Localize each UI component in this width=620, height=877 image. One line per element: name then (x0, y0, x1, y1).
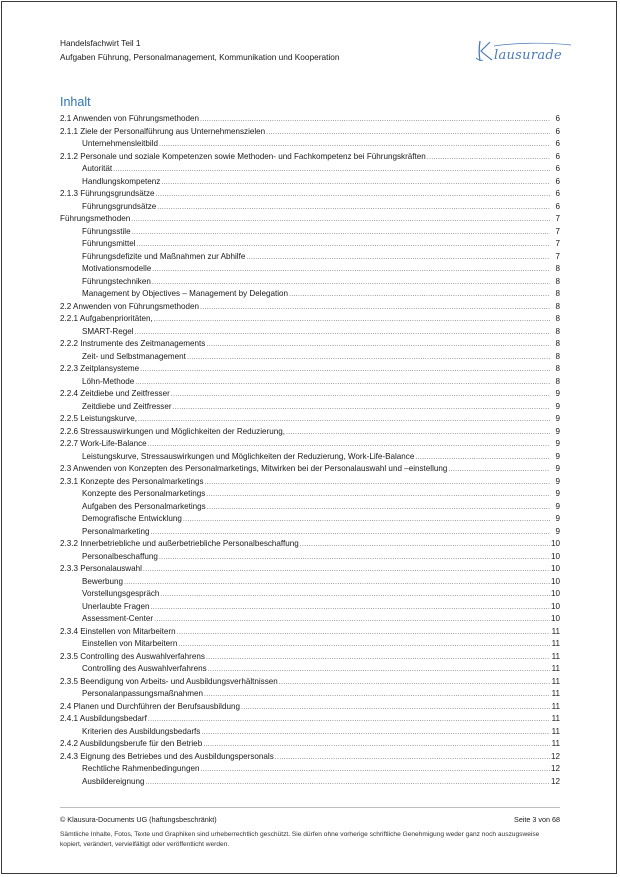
toc-entry[interactable] (60, 726, 560, 739)
toc-entry-page: 12 (550, 776, 560, 786)
toc-entry-page: 8 (555, 289, 560, 298)
toc-entry-label: 2.2.2 Instrumente des Zeitmanagements (60, 339, 206, 348)
toc-dot-leader (289, 289, 550, 302)
toc-dot-leader (171, 389, 550, 402)
toc-entry-label: 2.1 Anwenden von Führungsmethoden (60, 114, 200, 123)
toc-entry-page: 6 (555, 201, 560, 211)
toc-entry-label: Führungsmittel (82, 239, 136, 248)
toc-dot-leader (113, 164, 550, 177)
toc-entry-page: 10 (550, 564, 560, 573)
toc-entry-label: 2.2.4 Zeitdiebe und Zeitfresser (60, 389, 170, 398)
toc-dot-leader (156, 189, 551, 202)
toc-entry-page: 7 (555, 214, 560, 223)
toc-dot-leader (183, 514, 550, 527)
toc-dot-leader (173, 402, 550, 415)
toc-entry-label: Führungsgrundsätze (82, 201, 157, 211)
toc-entry-page: 9 (555, 464, 560, 473)
toc-dot-leader (279, 677, 550, 690)
toc-dot-leader (151, 602, 550, 615)
toc-entry[interactable] (60, 513, 560, 526)
toc-dot-leader (275, 752, 550, 765)
toc-dot-leader (177, 627, 550, 640)
svg-text:lausurade: lausurade (494, 48, 563, 63)
toc-entry-page: 8 (555, 351, 560, 361)
toc-entry-page: 8 (555, 326, 560, 336)
toc-entry-label: Demografische Entwicklung (82, 514, 182, 523)
toc-entry-page: 12 (550, 751, 560, 761)
toc-entry-label: 2.3.2 Innerbetriebliche und außerbetriebliche Personalbeschaffung (60, 539, 299, 548)
toc-entry-label: Motivationsmodelle (82, 264, 152, 273)
toc-entry[interactable] (60, 251, 560, 264)
toc-entry-page: 10 (550, 576, 560, 586)
toc-dot-leader (187, 352, 550, 365)
toc-dot-leader (159, 552, 550, 565)
toc-entry[interactable] (60, 588, 560, 601)
toc-entry-label: Personalbeschaffung (82, 551, 158, 561)
toc-entry-label: 2.2.5 Leistungskurve, (60, 414, 137, 423)
toc-entry-label: Konzepte des Personalmarketings (82, 489, 206, 498)
toc-entry-label: 2.1.2 Personale und soziale Kompetenzen sowie Methoden- und Fachkompetenz bei Führungskräften (60, 151, 426, 161)
toc-entry[interactable] (60, 538, 560, 551)
toc-entry-page: 9 (555, 489, 560, 498)
toc-entry-page: 6 (555, 139, 560, 148)
toc-entry[interactable] (60, 288, 560, 301)
toc-entry[interactable] (60, 226, 560, 239)
toc-entry-page: 10 (550, 614, 560, 623)
toc-entry-label: 2.4.3 Eignung des Betriebes und des Ausbildungspersonals (60, 751, 274, 761)
toc-entry[interactable] (60, 501, 560, 514)
footer-legal-notice: Sämtliche Inhalte, Fotos, Texte und Graphiken sind urheberrechtlich geschützt. Sie dürfen ohne vorherige schriftliche Genehmigung weder ganz noch auszugsweise kopiert, verändert, vervielfältigt oder veröffentlicht werden. (60, 831, 540, 848)
toc-entry[interactable] (60, 301, 560, 314)
toc-dot-leader (246, 252, 550, 265)
toc-entry-page: 10 (550, 601, 560, 611)
toc-entry-page: 9 (555, 476, 560, 486)
toc-entry[interactable] (60, 113, 560, 126)
toc-entry-page: 9 (555, 414, 560, 423)
toc-entry-label: 2.2 Anwenden von Führungsmethoden (60, 301, 200, 311)
toc-entry-page: 9 (555, 401, 560, 411)
toc-entry[interactable] (60, 151, 560, 164)
toc-entry[interactable] (60, 438, 560, 451)
toc-dot-leader (146, 777, 550, 790)
toc-dot-leader (205, 477, 550, 490)
header-course-title: Handelsfachwirt Teil 1 (60, 38, 141, 48)
toc-entry[interactable] (60, 776, 560, 789)
toc-entry-page: 11 (551, 739, 560, 748)
toc-dot-leader (124, 577, 550, 590)
toc-entry[interactable] (60, 126, 560, 139)
toc-entry[interactable] (60, 326, 560, 339)
toc-dot-leader (200, 302, 550, 315)
toc-entry-page: 9 (555, 501, 560, 511)
toc-entry[interactable] (60, 376, 560, 389)
toc-entry-page: 8 (555, 376, 560, 386)
toc-entry-label: Handlungskompetenz (82, 176, 161, 186)
toc-entry[interactable] (60, 351, 560, 364)
toc-entry-page: 10 (550, 539, 560, 548)
toc-entry[interactable] (60, 763, 560, 776)
toc-entry-label: Personalanpassungsmaßnahmen (82, 689, 204, 698)
toc-dot-leader (143, 564, 550, 577)
logo-svg (474, 36, 574, 66)
footer-page-number: Seite 3 von 68 (514, 815, 560, 824)
toc-entry-page: 6 (555, 114, 560, 123)
toc-entry[interactable] (60, 201, 560, 214)
toc-entry-label: 2.4 Planen und Durchführen der Berufsausbildung (60, 701, 240, 711)
toc-entry-page: 9 (555, 426, 560, 436)
toc-entry-label: 2.2.6 Stressauswirkungen und Möglichkeiten der Reduzierung, (60, 426, 285, 436)
toc-entry-page: 8 (555, 264, 560, 273)
toc-entry-page: 7 (555, 239, 560, 248)
toc-entry-label: Leistungskurve, Stressauswirkungen und Möglichkeiten der Reduzierung, Work-Life-Balance (82, 451, 415, 461)
toc-entry-page: 11 (551, 701, 560, 711)
toc-dot-leader (160, 589, 550, 602)
toc-entry[interactable] (60, 526, 560, 539)
toc-dot-leader (266, 127, 550, 140)
toc-entry-page: 11 (551, 689, 560, 698)
toc-dot-leader (152, 264, 550, 277)
toc-entry-page: 12 (550, 764, 560, 773)
toc-entry-page: 6 (555, 126, 560, 136)
toc-dot-leader (157, 202, 550, 215)
toc-entry[interactable] (60, 313, 560, 326)
toc-entry-page: 10 (550, 551, 560, 561)
toc-dot-leader (161, 177, 550, 190)
toc-entry[interactable] (60, 613, 560, 626)
toc-entry[interactable] (60, 413, 560, 426)
toc-entry-page: 7 (555, 251, 560, 261)
footer-divider (60, 807, 560, 808)
toc-entry-label: Management by Objectives – Management by Delegation (82, 289, 289, 298)
toc-entry-page: 11 (551, 664, 560, 673)
toc-entry[interactable] (60, 401, 560, 414)
toc-entry[interactable] (60, 388, 560, 401)
toc-entry-page: 6 (555, 176, 560, 186)
toc-entry[interactable] (60, 163, 560, 176)
toc-entry[interactable] (60, 551, 560, 564)
toc-entry-label: Aufgaben des Personalmarketings (82, 501, 206, 511)
toc-dot-leader (427, 152, 550, 165)
toc-entry-label: 2.4.1 Ausbildungsbedarf (60, 714, 147, 723)
toc-dot-leader (154, 614, 550, 627)
toc-entry-page: 9 (555, 514, 560, 523)
toc-entry-label: 2.2.1 Aufgabenprioritäten, (60, 314, 153, 323)
toc-entry-label: 2.4.2 Ausbildungsberufe für den Betrieb (60, 739, 203, 748)
toc-entry[interactable] (60, 188, 560, 201)
toc-dot-leader (131, 214, 550, 227)
toc-dot-leader (140, 364, 550, 377)
toc-entry[interactable] (60, 563, 560, 576)
klausurade-logo (474, 36, 574, 66)
toc-entry-page: 11 (551, 626, 560, 636)
toc-entry-label: SMART-Regel (82, 326, 134, 336)
toc-entry[interactable] (60, 601, 560, 614)
toc-entry[interactable] (60, 276, 560, 289)
table-of-contents (60, 113, 560, 788)
toc-entry-page: 11 (551, 639, 560, 648)
toc-title: Inhalt (60, 95, 91, 109)
toc-dot-leader (207, 502, 550, 515)
toc-entry-label: Personalmarketing (82, 526, 150, 536)
toc-entry-label: 2.2.7 Work-Life-Balance (60, 439, 147, 448)
toc-entry[interactable] (60, 451, 560, 464)
toc-dot-leader (200, 764, 550, 777)
toc-entry-page: 8 (555, 276, 560, 286)
toc-entry-label: Unerlaubte Fragen (82, 601, 150, 611)
toc-entry[interactable] (60, 338, 560, 351)
toc-entry-label: Zeit- und Selbstmanagement (82, 351, 186, 361)
toc-entry[interactable] (60, 363, 560, 376)
toc-entry-label: Bewerbung (82, 576, 123, 586)
toc-entry-page: 9 (555, 389, 560, 398)
toc-entry-label: 2.3.4 Einstellen von Mitarbeitern (60, 626, 176, 636)
toc-entry[interactable] (60, 738, 560, 751)
toc-dot-leader (286, 427, 550, 440)
toc-entry-label: Führungsdefizite und Maßnahmen zur Abhilfe (82, 251, 246, 261)
toc-entry-label: Controlling des Auswahlverfahrens (82, 664, 207, 673)
footer-copyright: © Klausura-Documents UG (haftungsbeschränkt) (60, 815, 217, 824)
toc-dot-leader (300, 539, 550, 552)
toc-dot-leader (132, 227, 550, 240)
toc-entry-page: 6 (555, 151, 560, 161)
toc-entry-label: 2.3.1 Konzepte des Personalmarketings (60, 476, 204, 486)
toc-dot-leader (206, 339, 550, 352)
toc-dot-leader (204, 689, 550, 702)
toc-entry[interactable] (60, 263, 560, 276)
toc-entry-page: 6 (555, 164, 560, 173)
toc-entry[interactable] (60, 463, 560, 476)
toc-entry-label: Ausbildereignung (82, 776, 145, 786)
toc-dot-leader (206, 652, 550, 665)
toc-entry-label: Assessment-Center (82, 614, 154, 623)
toc-entry-page: 11 (551, 714, 560, 723)
toc-dot-leader (135, 377, 550, 390)
toc-entry-page: 7 (555, 226, 560, 236)
toc-dot-leader (178, 639, 550, 652)
toc-entry[interactable] (60, 426, 560, 439)
toc-entry[interactable] (60, 238, 560, 251)
toc-entry-label: Unternehmensleitbild (82, 139, 159, 148)
toc-dot-leader (241, 702, 550, 715)
toc-entry-page: 9 (555, 451, 560, 461)
toc-dot-leader (201, 727, 550, 740)
toc-entry-label: 2.3.5 Controlling des Auswahlverfahrens (60, 651, 205, 661)
toc-dot-leader (148, 714, 550, 727)
toc-entry-label: Führungsmethoden (60, 214, 131, 223)
toc-entry[interactable] (60, 638, 560, 651)
toc-dot-leader (154, 314, 550, 327)
toc-entry-label: 2.3 Anwenden von Konzepten des Personalmarketings, Mitwirken bei der Personalauswahl und –einstellung (60, 464, 448, 473)
toc-entry[interactable] (60, 676, 560, 689)
toc-entry[interactable] (60, 576, 560, 589)
toc-entry[interactable] (60, 488, 560, 501)
header-subject-title: Aufgaben Führung, Personalmanagement, Kommunikation und Kooperation (60, 52, 340, 62)
toc-entry-label: 2.1.1 Ziele der Personalführung aus Unternehmenszielen (60, 126, 266, 136)
toc-entry-label: 2.3.3 Personalauswahl (60, 564, 142, 573)
toc-entry-label: 2.3.5 Beendigung von Arbeits- und Ausbildungsverhältnissen (60, 676, 278, 686)
toc-entry[interactable] (60, 713, 560, 726)
toc-dot-leader (206, 489, 550, 502)
toc-entry-page: 11 (551, 726, 560, 736)
toc-entry[interactable] (60, 688, 560, 701)
toc-entry[interactable] (60, 138, 560, 151)
toc-entry[interactable] (60, 663, 560, 676)
toc-entry-page: 10 (550, 589, 560, 598)
toc-entry-page: 8 (555, 314, 560, 323)
toc-entry-page: 8 (555, 364, 560, 373)
toc-entry-label: Führungstechniken (82, 276, 151, 286)
toc-entry[interactable] (60, 751, 560, 764)
toc-entry-label: Kriterien des Ausbildungsbedarfs (82, 726, 201, 736)
toc-entry[interactable] (60, 213, 560, 226)
toc-entry-label: Rechtliche Rahmenbedingungen (82, 764, 200, 773)
toc-entry[interactable] (60, 176, 560, 189)
toc-entry-page: 8 (555, 339, 560, 348)
toc-entry-label: Zeitdiebe und Zeitfresser (82, 401, 172, 411)
toc-entry-label: 2.2.3 Zeitplansysteme (60, 364, 140, 373)
toc-entry-label: Autorität (82, 164, 113, 173)
toc-entry[interactable] (60, 651, 560, 664)
toc-entry-page: 11 (551, 676, 560, 686)
toc-entry[interactable] (60, 701, 560, 714)
toc-entry[interactable] (60, 626, 560, 639)
toc-dot-leader (448, 464, 550, 477)
toc-entry-label: Löhn-Methode (82, 376, 135, 386)
toc-entry-page: 9 (555, 439, 560, 448)
toc-entry-label: Einstellen von Mitarbeitern (82, 639, 178, 648)
toc-entry-page: 8 (555, 301, 560, 311)
toc-entry-page: 11 (551, 651, 560, 661)
toc-entry-label: Führungsstile (82, 226, 131, 236)
toc-entry-label: 2.1.3 Führungsgrundsätze (60, 189, 155, 198)
toc-entry-label: Vorstellungsgespräch (82, 589, 160, 598)
toc-entry[interactable] (60, 476, 560, 489)
toc-entry-page: 9 (555, 526, 560, 536)
toc-entry-page: 6 (555, 189, 560, 198)
